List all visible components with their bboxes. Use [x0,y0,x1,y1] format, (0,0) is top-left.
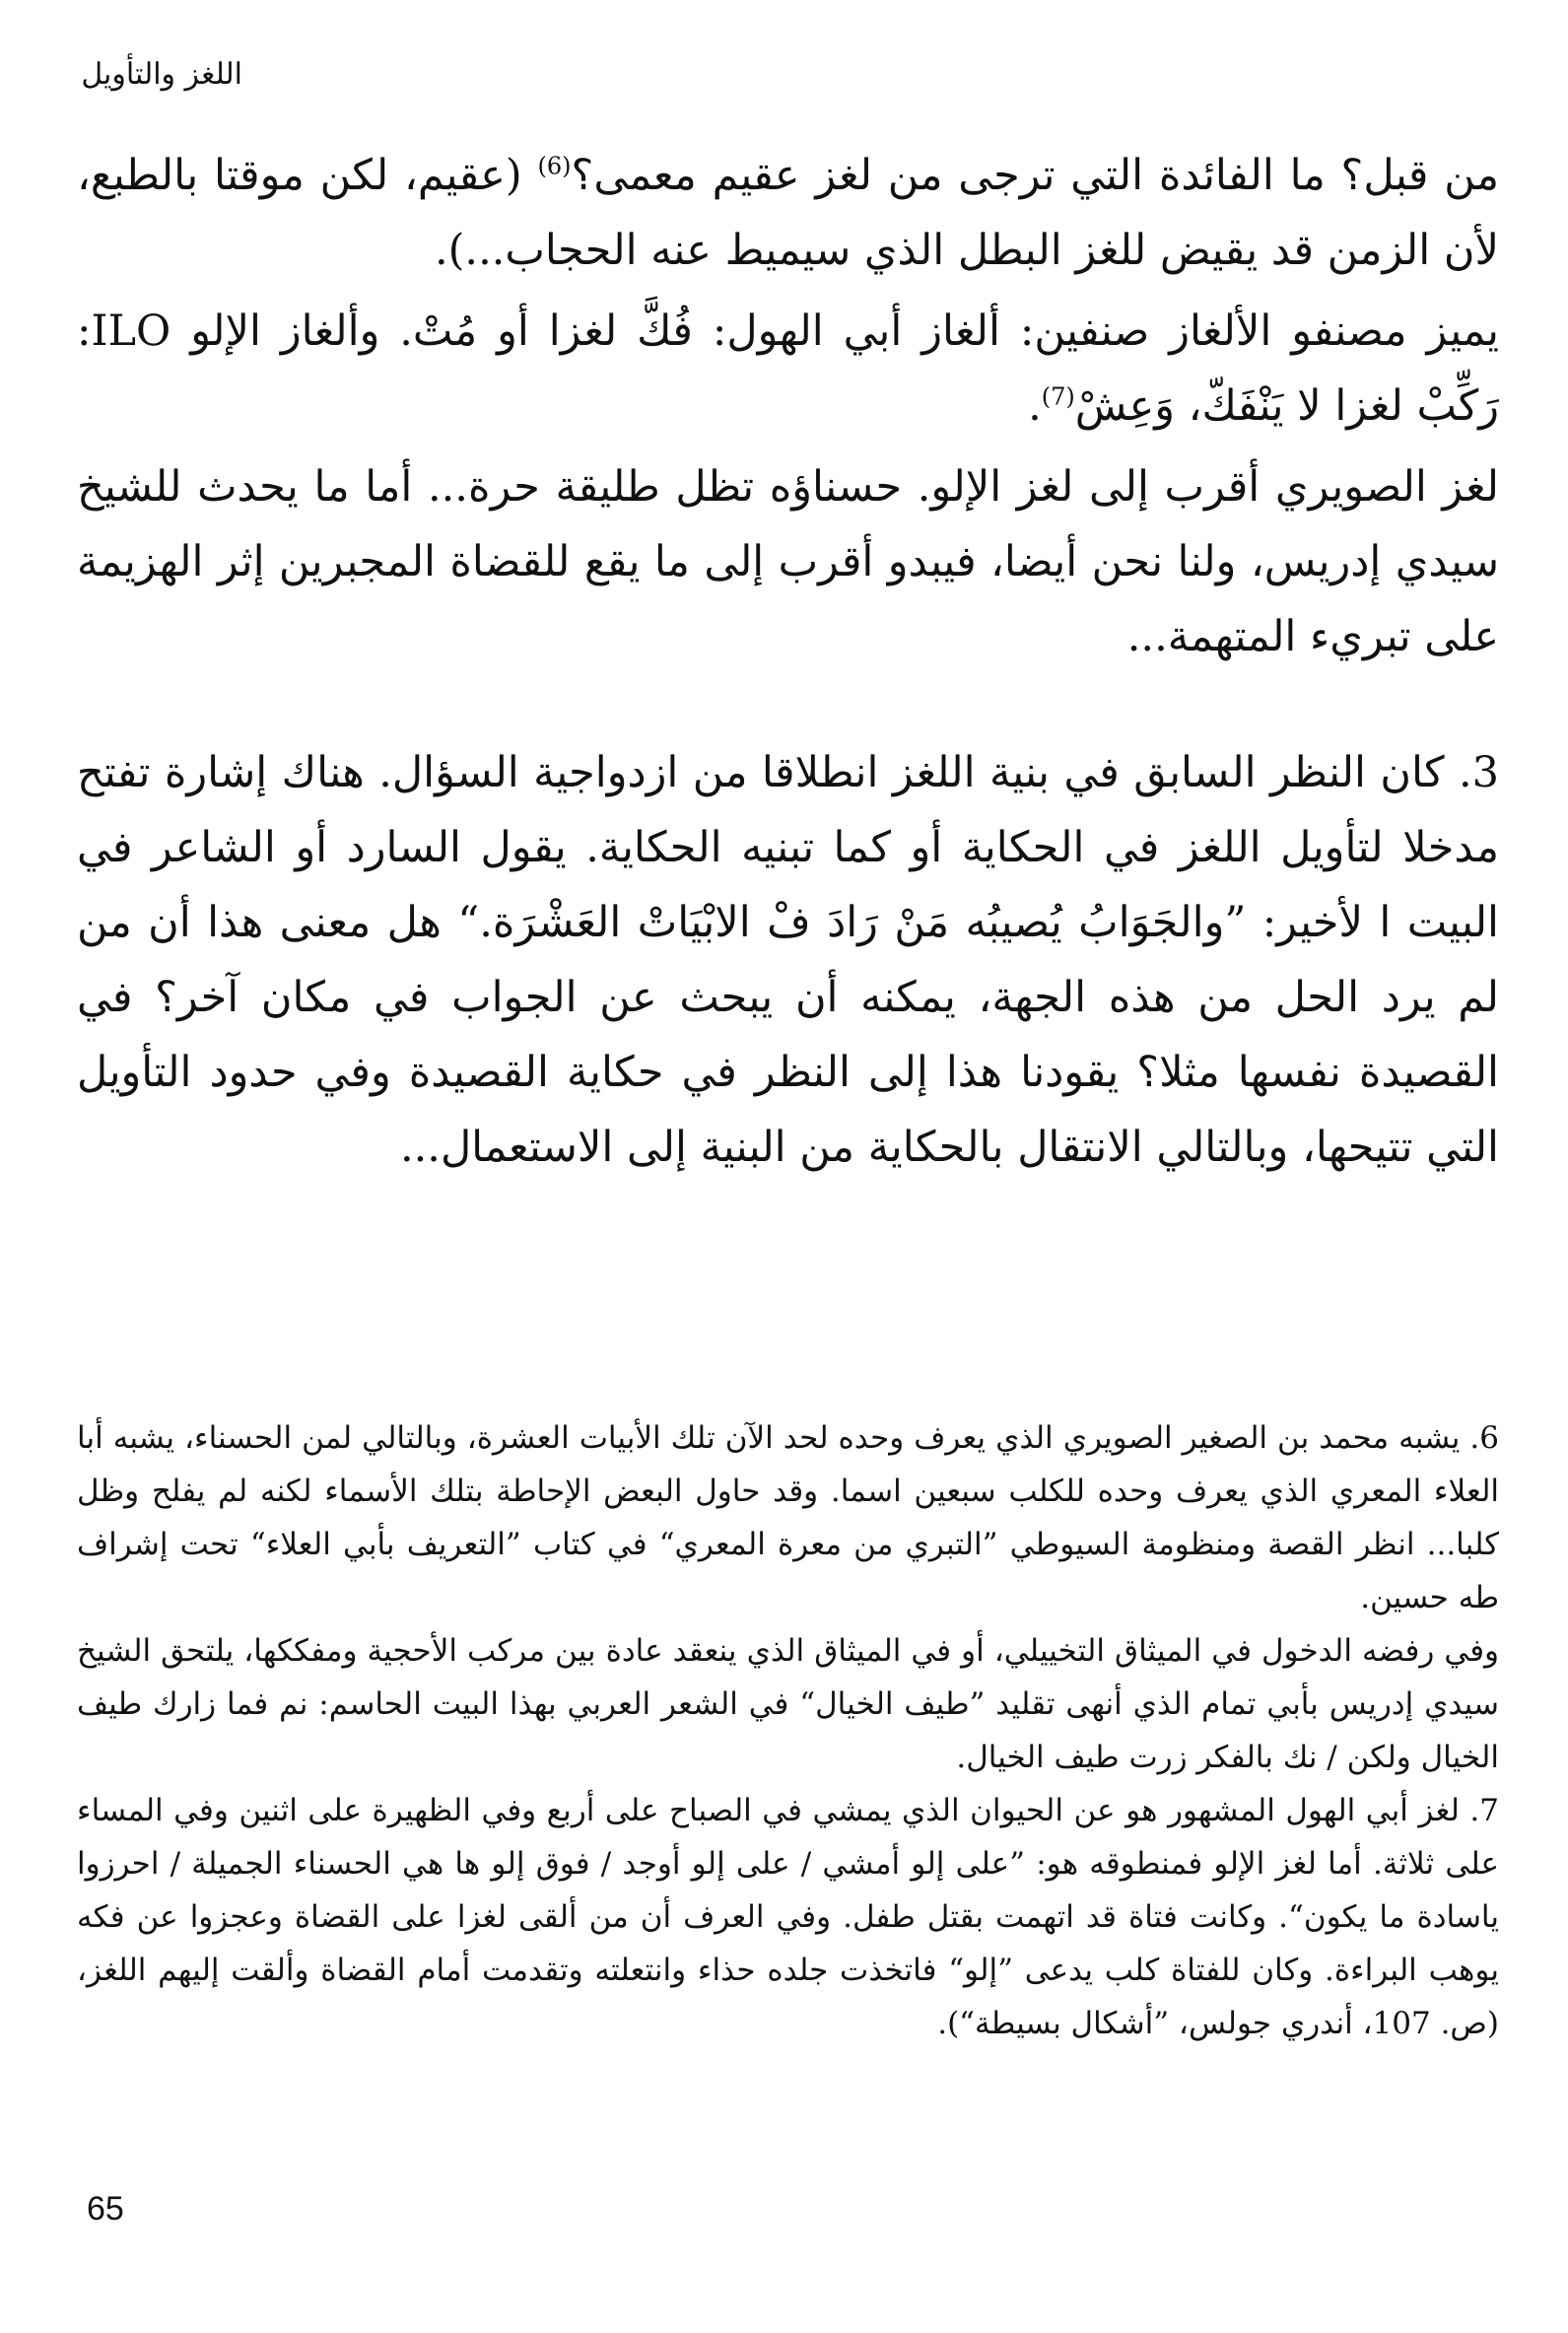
paragraph-2 [77,294,1499,444]
paragraph-2-tail: . [1028,381,1042,431]
page-number: 65 [87,2190,124,2228]
footnote-ref-6: (6) [537,152,572,180]
paragraph-2-text: يميز مصنفو الألغاز صنفين: ألغاز أبي الهول: فُكَّ لغزا أو مُتْ. وألغاز الإلو ILO: رَكِّبْ لغزا لا يَنْفَكّ، وَعِشْ [77,307,1499,431]
paragraph-1 [77,138,1499,288]
paragraph-1-tail: (عقيم، لكن موقتا بالطبع، لأن الزمن قد يقيض للغز البطل الذي سيميط عنه الحجاب...). [77,151,1499,275]
main-text [77,138,1499,1191]
footnote-7: 7. لغز أبي الهول المشهور هو عن الحيوان الذي يمشي في الصباح على أربع وفي الظهيرة على اثنين وفي المساء على ثلاثة. أما لغز الإلو فمنطوقه هو: ”على إلو أمشي / على إلو أوجد / فوق إلو ها هي الحسناء الجميلة / احرزوا ياسادة ما يكون“. وكانت فتاة قد اتهمت بقتل طفل. وفي العرف أن من ألقى لغزا على القضاة وعجزوا عن فكه يوهب البراءة. وكان للفتاة كلب يدعى ”إلو“ فاتخذت جلده حذاء وانتعلته وتقدمت أمام القضاة وألقت إليهم اللغز، (ص. 107، أندري جولس، ”أشكال بسيطة“). [77,1793,1499,2041]
footnote-6-continued: وفي رفضه الدخول في الميثاق التخييلي، أو في الميثاق الذي ينعقد عادة بين مركب الأحجية ومفككها، يلتحق الشيخ سيدي إدريس بأبي تمام الذي أنهى تقليد ”طيف الخيال“ في الشعر العربي بهذا البيت الحاسم: نم فما زارك طيف الخيال ولكن / نك بالفكر زرت طيف الخيال. [77,1633,1499,1775]
section-3-paragraph: 3. كان النظر السابق في بنية اللغز انطلاقا من ازدواجية السؤال. هناك إشارة تفتح مدخلا لتأويل اللغز في الحكاية أو كما تبنيه الحكاية. يقول السارد أو الشاعر في البيت ا لأخير: ”والجَوَابُ يُصيبُه مَنْ رَادَ فْ الابْيَاتْ العَشْرَة.“ هل معنى هذا أن من لم يرد الحل من هذه الجهة، يمكنه أن يبحث عن الجواب في مكان آخر؟ في القصيدة نفسها مثلا؟ يقودنا هذا إلى النظر في حكاية القصيدة وفي حدود التأويل التي تتيحها، وبالتالي الانتقال بالحكاية من البنية إلى الاستعمال... [77,748,1499,1172]
footnote-6: 6. يشبه محمد بن الصغير الصويري الذي يعرف وحده لحد الآن تلك الأبيات العشرة، وبالتالي لمن الحسناء، يشبه أبا العلاء المعري الذي يعرف وحده للكلب سبعين اسما. وقد حاول البعض الإحاطة بتلك الأسماء لكنه لم يفلح وظل كلبا... انظر القصة ومنظومة السيوطي ”التبري من معرة المعري“ في كتاب ”التعريف بأبي العلاء“ تحت إشراف طه حسين. [77,1420,1499,1615]
footnotes [77,1411,1499,2050]
running-header-title: اللغز والتأويل [81,57,242,92]
footnote-ref-7: (7) [1041,382,1075,411]
paragraph-3: لغز الصويري أقرب إلى لغز الإلو. حسناؤه تظل طليقة حرة... أما ما يحدث للشيخ سيدي إدريس، ولنا نحن أيضا، فيبدو أقرب إلى ما يقع للقضاة المجبرين إثر الهزيمة على تبريء المتهمة... [77,462,1499,661]
paragraph-1-text: من قبل؟ ما الفائدة التي ترجى من لغز عقيم معمى؟ [571,151,1500,200]
